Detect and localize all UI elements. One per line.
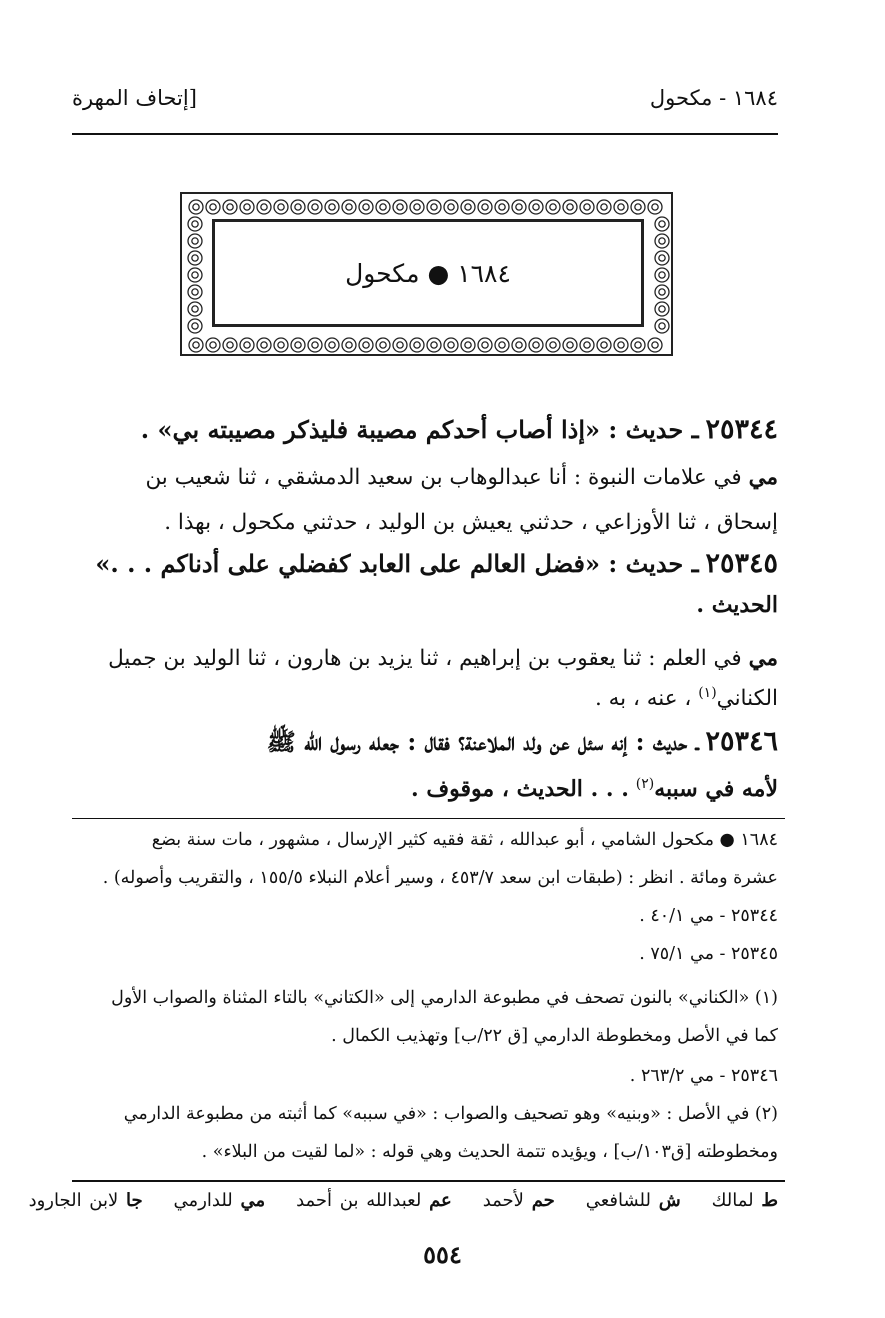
ornament-loop [223,338,237,352]
ornament-loop [444,200,458,214]
ornament-loop [342,200,356,214]
legend-item [296,1190,452,1211]
ornament-loop-inner [295,342,301,348]
ornament-loop-inner [550,204,556,210]
running-header-chapter: ١٦٨٤ - مكحول [649,86,778,110]
ornament-loop [342,338,356,352]
ornament-loop-inner [659,221,665,227]
ornament-loop [546,338,560,352]
isnad-text: ، عنه ، به . [594,686,692,711]
ornament-loop-inner [312,204,318,210]
ornament-loop-inner [261,204,267,210]
chapter-title-box [212,219,644,327]
ornament-loop-inner [227,342,233,348]
ornament-loop-inner [397,342,403,348]
legend-code: ط [761,1190,778,1211]
ornament-loop [188,268,202,282]
page-number: ٥٥٤ [423,1240,462,1269]
ornament-loop [188,319,202,333]
ornament-loop-inner [227,204,233,210]
ornament-loop [655,319,669,333]
ornament-loop-inner [380,342,386,348]
ornament-loop [597,338,611,352]
ornament-loop-inner [652,204,658,210]
ornament-loop-inner [659,272,665,278]
ornament-loop [427,200,441,214]
ornament-loop [614,200,628,214]
ornament-loop [359,338,373,352]
hadith-text: ـ حديث : «إذا أصاب أحدكم مصيبة فليذكر مصيبته بي» . [140,415,699,444]
ornament-loop-inner [244,342,250,348]
footnote-ref-25345: ٢٥٣٤٥ - مي ٧٥/١ . [639,944,778,964]
ornament-loop [648,338,662,352]
hadith-text: ـ حديث : «فضل العالم على العابد كفضلي على أدناكم . . .» [95,549,699,578]
ornament-loop [563,338,577,352]
ornament-loop [427,338,441,352]
ornament-loop-inner [192,238,198,244]
ornament-loop [188,234,202,248]
legend-item [174,1190,266,1211]
running-header-book: [إتحاف المهرة [72,86,197,110]
ornament-loop-inner [516,342,522,348]
hadith-text: ـ حديث : إنه سئل عن ولد الملاعنة؟ فقال : جعله رسول الله ﷺ [266,727,699,756]
ornament-loop-inner [659,306,665,312]
hadith-25346-heading [72,726,778,759]
ornament-loop-inner [346,342,352,348]
ornament-loop-inner [482,342,488,348]
ornament-loop-inner [659,238,665,244]
ornament-loop-inner [192,323,198,329]
ornament-loop [359,200,373,214]
ornament-loop-inner [193,342,199,348]
ornament-loop [188,302,202,316]
ornament-loop [240,200,254,214]
ornament-loop [376,200,390,214]
isnad-text: في علامات النبوة : أنا عبدالوهاب بن سعيد الدمشقي ، ثنا شعيب بن [145,465,742,490]
ornament-loop [655,268,669,282]
source-siglum: مي [748,465,778,490]
ornament-loop-inner [192,255,198,261]
ornament-loop-inner [448,204,454,210]
legend-item [586,1190,681,1211]
ornament-loop-inner [193,204,199,210]
ornament-loop-inner [329,342,335,348]
ornament-loop [257,338,271,352]
ornament-loop [512,200,526,214]
ornament-loop [308,200,322,214]
ornament-loop-inner [659,255,665,261]
ornament-loop-inner [380,204,386,210]
ornament-loop [376,338,390,352]
legend-code: مي [240,1190,266,1211]
ornament-loop [274,338,288,352]
ornament-loop-inner [499,342,505,348]
footnote-ref[interactable]: (١) [698,685,717,701]
ornament-loop [188,285,202,299]
chapter-title: ١٦٨٤ ● مكحول [345,258,511,288]
footnote-bio-line-2: عشرة ومائة . انظر : (طبقات ابن سعد ٤٥٣/٧ ، وسير أعلام النبلاء ١٥٥/٥ ، والتقريب وأصوله) . [102,868,778,888]
legend-label: للشافعي [585,1190,651,1211]
header-rule [72,133,778,135]
legend-rule [72,1180,785,1182]
footnote-2-line-2: ومخطوطته [ق١٠٣/ب] ، ويؤيده تتمة الحديث وهي قوله : «لما لقيت من البلاء» . [201,1142,778,1162]
ornament-loop [563,200,577,214]
ornament-loop-inner [363,204,369,210]
legend-label: للدارمي [173,1190,233,1211]
ornament-loop [580,200,594,214]
ornament-loop-inner [533,342,539,348]
hadith-25345-isnad-line-1 [72,643,778,674]
legend-code: ش [658,1190,681,1211]
ornament-loop [597,200,611,214]
ornament-loop [308,338,322,352]
ornament-loop [631,200,645,214]
ornament-loop-inner [550,342,556,348]
hadith-number: ٢٥٣٤٥ [705,548,778,579]
footnote-2-line-1: (٢) في الأصل : «وبنيه» وهو تصحيف والصواب : «في سببه» كما أثبته من مطبوعة الدارمي [123,1104,778,1124]
ornament-loop-inner [295,204,301,210]
ornament-loop-inner [533,204,539,210]
ornament-loop-inner [397,204,403,210]
legend-code: حم [531,1190,555,1211]
footnote-rule [72,818,785,819]
ornament-loop-inner [431,342,437,348]
ornament-loop-inner [192,306,198,312]
ornament-loop [291,200,305,214]
hadith-25345-isnad-line-2 [72,683,778,717]
ornament-loop [495,338,509,352]
ornament-loop-inner [210,342,216,348]
ornament-loop-inner [431,204,437,210]
ornament-loop-inner [584,204,590,210]
ornament-loop-inner [414,204,420,210]
ornament-loop [274,200,288,214]
ornament-loop-inner [192,289,198,295]
ornament-loop [189,200,203,214]
legend-label: لعبدالله بن أحمد [296,1190,422,1211]
hadith-text: . . . الحديث ، موقوف . [411,776,629,802]
ornament-loop [648,200,662,214]
hadith-25346-line-2 [72,774,778,808]
ornament-loop-inner [618,204,624,210]
ornament-loop-inner [465,204,471,210]
ornament-loop [529,200,543,214]
ornament-loop-inner [516,204,522,210]
ornament-loop-inner [278,342,284,348]
legend-item [29,1190,143,1211]
ornament-loop [188,251,202,265]
legend-label: لمالك [711,1190,754,1211]
hadith-tail: الحديث . [696,592,778,618]
ornament-loop-inner [210,204,216,210]
ornament-loop [188,217,202,231]
isnad-text: في العلم : ثنا يعقوب بن إبراهيم ، ثنا يزيد بن هارون ، ثنا الوليد بن جميل [108,646,742,671]
ornament-loop-inner [414,342,420,348]
hadith-25344-heading [72,414,778,447]
ornament-loop-inner [635,342,641,348]
ornament-loop [325,338,339,352]
ornament-loop [580,338,594,352]
ornament-loop [291,338,305,352]
ornament-loop-inner [567,204,573,210]
footnote-ref-25344: ٢٥٣٤٤ - مي ٤٠/١ . [639,906,778,926]
legend-label: لأحمد [482,1190,524,1211]
ornament-loop [655,217,669,231]
ornament-loop [478,200,492,214]
isnad-text: الكناني [716,686,778,711]
footnote-bio-line-1: ١٦٨٤ ● مكحول الشامي ، أبو عبدالله ، ثقة فقيه كثير الإرسال ، مشهور ، مات سنة بضع [151,830,778,850]
ornament-loop-inner [278,204,284,210]
ornament-loop [223,200,237,214]
ornament-loop [410,200,424,214]
legend-item [483,1190,555,1211]
ornament-loop-inner [363,342,369,348]
ornament-loop-inner [346,204,352,210]
ornament-loop [206,200,220,214]
ornament-loop [189,338,203,352]
ornament-loop-inner [329,204,335,210]
legend-label: لابن الجارود [28,1190,119,1211]
ornament-loop-inner [192,272,198,278]
hadith-25345-heading [72,548,778,581]
footnote-ref[interactable]: (٢) [635,776,655,792]
ornament-loop [631,338,645,352]
ornament-loop [655,251,669,265]
footnote-1-line-2: كما في الأصل ومخطوطة الدارمي [ق ٢٢/ب] وتهذيب الكمال . [331,1026,778,1046]
ornament-loop-inner [635,204,641,210]
ornament-loop [461,200,475,214]
hadith-text: لأمه في سببه [654,776,778,802]
ornament-loop [655,234,669,248]
ornament-loop [478,338,492,352]
source-siglum: مي [748,646,778,671]
footnote-ref-25346: ٢٥٣٤٦ - مي ٢٦٣/٢ . [629,1066,778,1086]
legend-item [712,1190,778,1211]
ornament-loop-inner [567,342,573,348]
hadith-number: ٢٥٣٤٤ [705,414,778,445]
ornament-loop [529,338,543,352]
legend-code: عم [429,1190,452,1211]
ornament-loop [257,200,271,214]
ornament-loop [240,338,254,352]
ornament-loop-inner [652,342,658,348]
legend-code: جا [126,1190,143,1211]
ornament-loop [393,200,407,214]
ornament-loop-inner [659,323,665,329]
hadith-25345-tail [72,590,778,621]
ornament-loop-inner [618,342,624,348]
ornament-loop-inner [312,342,318,348]
ornament-loop [546,200,560,214]
ornament-loop [206,338,220,352]
ornament-loop-inner [465,342,471,348]
ornament-loop-inner [601,204,607,210]
ornament-loop-inner [192,221,198,227]
hadith-25344-isnad-line-1 [72,462,778,493]
hadith-number: ٢٥٣٤٦ [705,726,778,757]
ornament-loop [461,338,475,352]
ornament-loop [512,338,526,352]
ornament-loop-inner [261,342,267,348]
ornament-loop-inner [482,204,488,210]
ornament-loop-inner [448,342,454,348]
hadith-25344-isnad-line-2: إسحاق ، ثنا الأوزاعي ، حدثني يعيش بن الوليد ، حدثني مكحول ، بهذا . [164,510,778,535]
ornament-loop-inner [659,289,665,295]
ornament-loop [655,285,669,299]
ornament-loop [410,338,424,352]
ornament-loop-inner [244,204,250,210]
footnote-1-line-1: (١) «الكناني» بالنون تصحف في مطبوعة الدارمي إلى «الكتاني» بالتاء المثناة والصواب الأول [111,988,778,1008]
ornament-loop [325,200,339,214]
sigla-legend [28,1190,778,1211]
ornament-loop-inner [499,204,505,210]
ornament-loop-inner [584,342,590,348]
ornament-loop-inner [601,342,607,348]
ornament-loop [655,302,669,316]
ornament-loop [444,338,458,352]
ornament-loop [614,338,628,352]
ornament-loop [495,200,509,214]
ornament-loop [393,338,407,352]
